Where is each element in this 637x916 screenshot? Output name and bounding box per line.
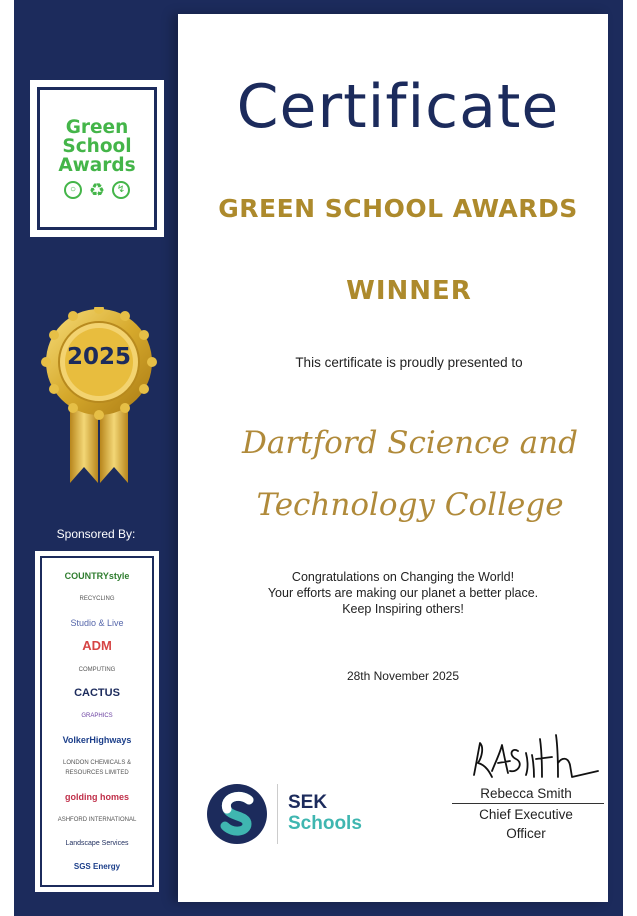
logo-line-3: Awards	[58, 155, 136, 176]
award-name: GREEN SCHOOL AWARDS	[218, 194, 578, 223]
certificate-title: Certificate	[236, 72, 560, 142]
sponsor-countrystyle: COUNTRYstyle	[64, 570, 130, 581]
sek-name-line-2: Schools	[288, 813, 362, 834]
sponsor-cactus: CACTUS	[74, 686, 120, 699]
medal-year: 2025	[66, 344, 131, 370]
sponsor-golding: golding homes	[65, 791, 129, 802]
logo-line-2: School	[62, 136, 132, 157]
sponsor-list	[40, 556, 154, 887]
recipient-line-2: Technology College	[256, 487, 564, 523]
logo-border	[37, 87, 157, 230]
sek-name-line-1: SEK	[288, 792, 328, 813]
bolt-icon: ↯	[112, 181, 130, 199]
sponsor-lcr: LONDON CHEMICALS & RESOURCES LIMITED	[62, 760, 131, 777]
logo-icons	[64, 181, 130, 199]
sek-s-icon	[205, 782, 269, 846]
sponsor-cactus-sub: GRAPHICS	[81, 713, 113, 720]
sponsor-adm-sub: COMPUTING	[78, 666, 116, 673]
recipient-name	[210, 412, 610, 536]
logo-line-1: Green	[65, 117, 129, 138]
signatory-name: Rebecca Smith	[480, 786, 572, 801]
sponsor-volker: VolkerHighways	[62, 734, 132, 745]
sponsor-landscape: Landscape Services	[65, 839, 129, 847]
presented-text: This certificate is proudly presented to	[295, 355, 523, 370]
congratulations-message	[178, 569, 628, 617]
sponsored-by-heading: Sponsored By:	[56, 527, 136, 541]
medal-icon	[40, 307, 158, 485]
signature-line	[452, 803, 604, 804]
sponsor-ashford: ASHFORD INTERNATIONAL	[57, 817, 137, 824]
green-school-awards-logo	[30, 80, 164, 237]
sek-schools-logo	[205, 782, 405, 848]
handwritten-signature	[462, 725, 602, 783]
gold-medal	[40, 307, 158, 485]
sponsor-panel	[35, 551, 159, 892]
recycle-icon: ♻	[88, 180, 106, 200]
lightbulb-icon: ○	[64, 181, 82, 199]
sponsor-adm: ADM	[82, 638, 112, 654]
message-line-3: Keep Inspiring others!	[342, 602, 464, 616]
signatory-role-line-1: Chief Executive	[479, 807, 573, 822]
sponsor-countrystyle-sub: RECYCLING	[79, 596, 115, 603]
sponsor-sgs: SGS Energy	[73, 862, 121, 872]
message-line-1: Congratulations on Changing the World!	[291, 570, 515, 584]
signatory-role	[446, 805, 606, 843]
signatory-role-line-2: Officer	[506, 826, 546, 841]
message-line-2: Your efforts are making our planet a better place.	[267, 586, 539, 600]
award-date: 28th November 2025	[346, 669, 460, 683]
sek-divider	[277, 784, 278, 844]
award-status: WINNER	[346, 276, 472, 306]
recipient-line-1: Dartford Science and	[242, 425, 578, 461]
sponsor-studio-live: Studio & Live	[70, 617, 124, 628]
